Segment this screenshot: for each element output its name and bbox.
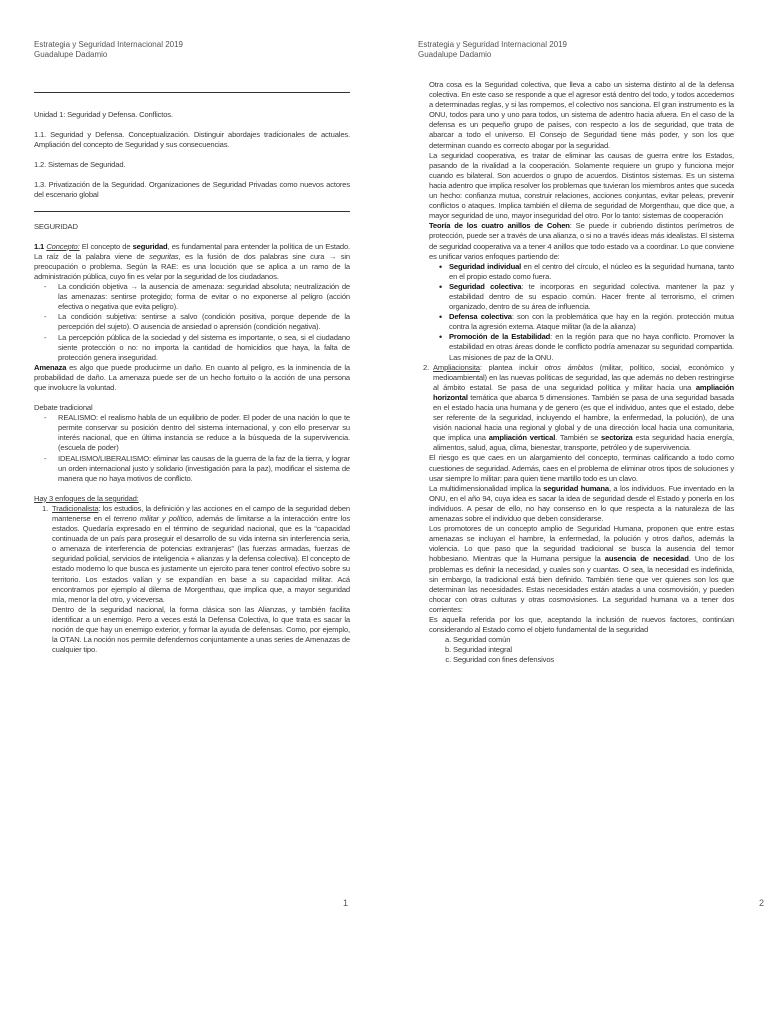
list-item: - IDEALISMO/LIBERALISMO: eliminar las causas de la guerra de la faz de la tierra, y lograr un orden internacional justo y solidario (investigación para la paz), modificar el sistema de manera que no haya motivos de conflicto. [58,454,350,484]
list-item: - La condición objetiva → la ausencia de amenaza: seguridad absoluta; neutralización de las amenazas: sentirse protegido; forma de evitar o no exponerse al peligro (acción efectiva o negativa que evita peligro). [58,282,350,312]
course-title: Estrategia y Seguridad Internacional 2019 [418,40,567,49]
enfoques-list [34,504,350,655]
topic-1-2: 1.2. Sistemas de Seguridad. [34,160,126,170]
list-item: • Seguridad colectiva: te incorporas en seguridad colectiva. mantener la paz y estabilidad dentro de su espacio común. Hacer frente al terrorismo, el crimen organizado, dentro de su área de influencia. [449,282,734,312]
page-number: 2 [758,898,764,908]
author-name: Guadalupe Dadamio [418,50,492,59]
list-item: a. Seguridad común [453,635,734,645]
multi-paragraph: La multidimensionalidad implica la seguridad humana, a los individuos. Fue inventado en la ONU, en el año 94, cuya idea es sacar la idea de seguridad desde el Estado y ponerla en los individuos. A pesar de ello, no hay consenso en lo que respecta a la naturaleza de las amenazas sobre el individuo que deben considerarse. [429,483,734,524]
corrientes-list [429,635,734,665]
colectiva-paragraph: Otra cosa es la Seguridad colectiva, que lleva a cabo un sistema distinto al de la defensa colectiva. En este caso se responde a que el agresor está dentro del todo, y todos accedemos a determinadas reglas, y si las rompemos, el colectivo nos sanciona. El gran instrumento es la ONU, todos para uno y uno para todos, un sistema de adentro hacia afuera. En el caso de la defensa es un pequeño grupo de países, con respecto a los de seguridad, que trata de abarcar a todo el universo. El Consejo de Seguridad tiene más poder, y son los que determinan cuando es correcto abogar por la seguridad. [429,80,734,150]
list-item: - La condición subjetiva: sentirse a salvo (condición positiva, porque depende de la percepción del sujeto). O ausencia de ansiedad o aprensión (condición negativa). [58,312,350,332]
page-2-body [429,80,734,665]
riesgo-paragraph: El riesgo es que caes en un alargamiento del concepto, terminas calificando a todo como cuestiones de seguridad. Además, caes en el problema de eliminar otros tipos de soluciones y usar siempre lo militar: para quien tiene martillo todo es un clavo. [429,453,734,483]
list-item: 2. Ampliacionsita: plantea incluir otros ámbitos (militar, político, social, económico y medioambiental) en las nuevas políticas de seguridad, las que además no deben restringirse al ámbito estatal. Se pasa de una seguridad política y militar hacia una ampliación horizontal temática que abarca 5 dimensiones. También se pasa de una seguridad basada en el estado hacia una humana y de genero (es que el individuo, antes que el estado, debe ser referente de la seguridad, incluyendo el hambre, la enfermedad, la polución), de una visión nacional hacia una regional y global y de una dirección local hacia una comunitaria, que implica una ampliación vertical. También se sectoriza esta seguridad hacia energía, alimentos, salud, agua, clima, bienestar, transporte, petróleo y de supervivencia. [431,363,734,454]
es-aquella-paragraph: Es aquella referida por los que, aceptando la inclusión de nuevos factores, continúan considerando al Estado como el objeto fundamental de la seguridad [429,614,734,635]
page-2 [384,0,768,1024]
cohen-paragraph: Teoría de los cuatro anillos de Cohen: Se puede ir cubriendo distintos perímetros de protección, puede ser a través de una alianza, o si no a través ideas más idealistas. El sistema de seguridad cooperativa va a tener 4 anillos que todo estado va a coordinar. Lo que conviene es unificar varios enfoques partiendo de: [429,221,734,261]
page-header [418,40,567,60]
ampliacionista-list [415,363,734,454]
list-item: • Promoción de la Estabilidad: en la región para que no haya conflicto. Promover la estabilidad en otras áreas donde le conflicto podría amenazar su seguridad compartida. Las misiones de paz de la ONU. [449,332,734,362]
topic-1-1: 1.1. Seguridad y Defensa. Conceptualización. Distinguir abordajes tradicionales de actuales. Ampliación del concepto de Seguridad y sus consecuencias. [34,130,350,150]
topic-1-3: 1.3. Privatización de la Seguridad. Organizaciones de Seguridad Privadas como nuevos actores del escenario global [34,180,350,200]
promotores-paragraph: Los promotores de un concepto amplio de Seguridad Humana, proponen que entre estas amenazas se incluyan el hambre, la enfermedad, la polución y otros daños, además la violencia. Lo que paso que la seguridad tradicional se busca la ausencia del temor hobbesiano. Mientras que la Humana persigue la ausencia de necesidad. Uno de los problemas es definir la necesidad, y cuales son y cuantas. O sea, la necesidad es indefinida, sin embargo, la tradicional está bien definido. También tiene que ver quienes son los que determinan las necesidades. Estas necesidades están atadas a una cosmovisión, y pueden chocar con otras culturas y otras cosmovisiones. La seguridad humana va a tener dos corrientes: [429,524,734,614]
enfoques-title: Hay 3 enfoques de la seguridad: [34,493,139,503]
concept-paragraph: 1.1 Concepto: El concepto de seguridad, es fundamental para entender la política de un Estado. La raíz de la palabra viene de seguritas, es la fusión de dos palabras sine cura → sin preocupación o problema. Según la RAE: es una locución que se aplica a un ramo de la administración pública, cuyo fin es velar por la seguridad de los ciudadanos. [34,241,350,281]
list-item: - La percepción pública de la sociedad y del sistema es importante, o sea, si el ciudadano siente protección o no: no importa la cantidad de homicidios que haya, la falta de protección genera inseguridad. [58,333,350,363]
author-name: Guadalupe Dadamio [34,50,108,59]
list-item: b. Seguridad integral [453,645,734,655]
course-title: Estrategia y Seguridad Internacional 2019 [34,40,183,49]
list-item: • Defensa colectiva: son con la problemática que hay en la región. protección mutua contra la agresión externa. Ataque militar (la de la alianza) [449,312,734,332]
section-title: SEGURIDAD [34,221,78,231]
rings-list [429,262,734,363]
list-item: • Seguridad individual en el centro del círculo, el núcleo es la seguridad humana, tanto en el propio estado como fuera. [449,262,734,282]
page-header [34,40,183,60]
list-item: c. Seguridad con fines defensivos [453,655,734,665]
cooperativa-paragraph: La seguridad cooperativa, es tratar de eliminar las causas de guerra entre los Estados, pasando de la rivalidad a la cooperación. Solamente requiere un grupo y funciona mejor cuando es bilateral. Son acuerdos o grupo de acuerdos. Distintos sistemas. Es un sistema hacia adentro que implica resolver los problemas que tuvieran los miembros antes que suceda un hecho: confianza mutua, construir relaciones, acciones conjuntas, evitar peleas, prevenir conflictos o ataques. Implica también el dilema de seguridad de Morgenthau, que dice que, a mayor seguridad de uno, mayor inseguridad del otro. Por lo tanto: sistemas de cooperación [429,150,734,221]
trad-paragraph-2: Dentro de la seguridad nacional, la forma clásica son las Alianzas, y también facilita identificar a un enemigo. Pero a veces está la Defensa Colectiva, lo que trata es sacar la noción de que hay un enemigo exterior, y formar la ayuda de defensas. Como, por ejemplo, la OTAN. La noción nos permite defendernos conjuntamente a unas series de Amenazas de cualquier tipo. [52,604,350,655]
unit-title: Unidad 1: Seguridad y Defensa. Conflictos. [34,110,173,119]
list-item: 1. Tradicionalista: los estudios, la definición y las acciones en el campo de la seguridad deben mantenerse en el terreno militar y político, además de limitarse a la interacción entre los estados. Quedaría expresado en el término de seguridad nacional, que es la “capacidad continuada de un país para proseguir el desarrollo de su vida interna sin interferencia seria, o amenaza de interferencia de potencias extranjeras” (las fuerzas armadas, fuerzas de seguridad policial, servicios de inteligencia + alianzas y la defensa colectiva). El concepto de estado moderno lo que busca es justamente un ejercito para tener control efectivo sobre su territorio. Los estados valían y se expandían en base a su capacidad militar. Acá encontramos por ejemplo al dilema de Morgenthau, que implica que, a mayor seguridad mía, menor la del otro, y viceversa. Dentro de la seguridad nacional, la forma clásica son las Alianzas, y también facilita identificar a un enemigo. Pero a veces está la Defensa Colectiva, lo que trata es sacar la noción de que hay un enemigo exterior, y formar la ayuda de defensas. Como, por ejemplo, la OTAN. La noción nos permite defendernos conjuntamente a unas series de Amenazas de cualquier tipo. [50,504,350,655]
debate-title: Debate tradicional [34,403,93,413]
list-item: - REALISMO: el realismo habla de un equilibrio de poder. El poder de una nación lo que te permite conservar su posición dentro del sistema internacional, y con ello preservar su interés nacional, que en última instancia se reduce a la búsqueda de la supervivencia. (escuela de poder) [58,413,350,453]
debate-list [34,413,350,484]
amenaza-paragraph: Amenaza es algo que puede producirme un daño. En cuanto al peligro, es la inminencia de la probabilidad de daño. La amenaza puede ser de un hecho fortuito o la acción de una persona que involucre la voluntad. [34,362,350,392]
page-number: 1 [342,898,348,908]
conditions-list [34,282,350,363]
page-1-body [34,92,350,655]
